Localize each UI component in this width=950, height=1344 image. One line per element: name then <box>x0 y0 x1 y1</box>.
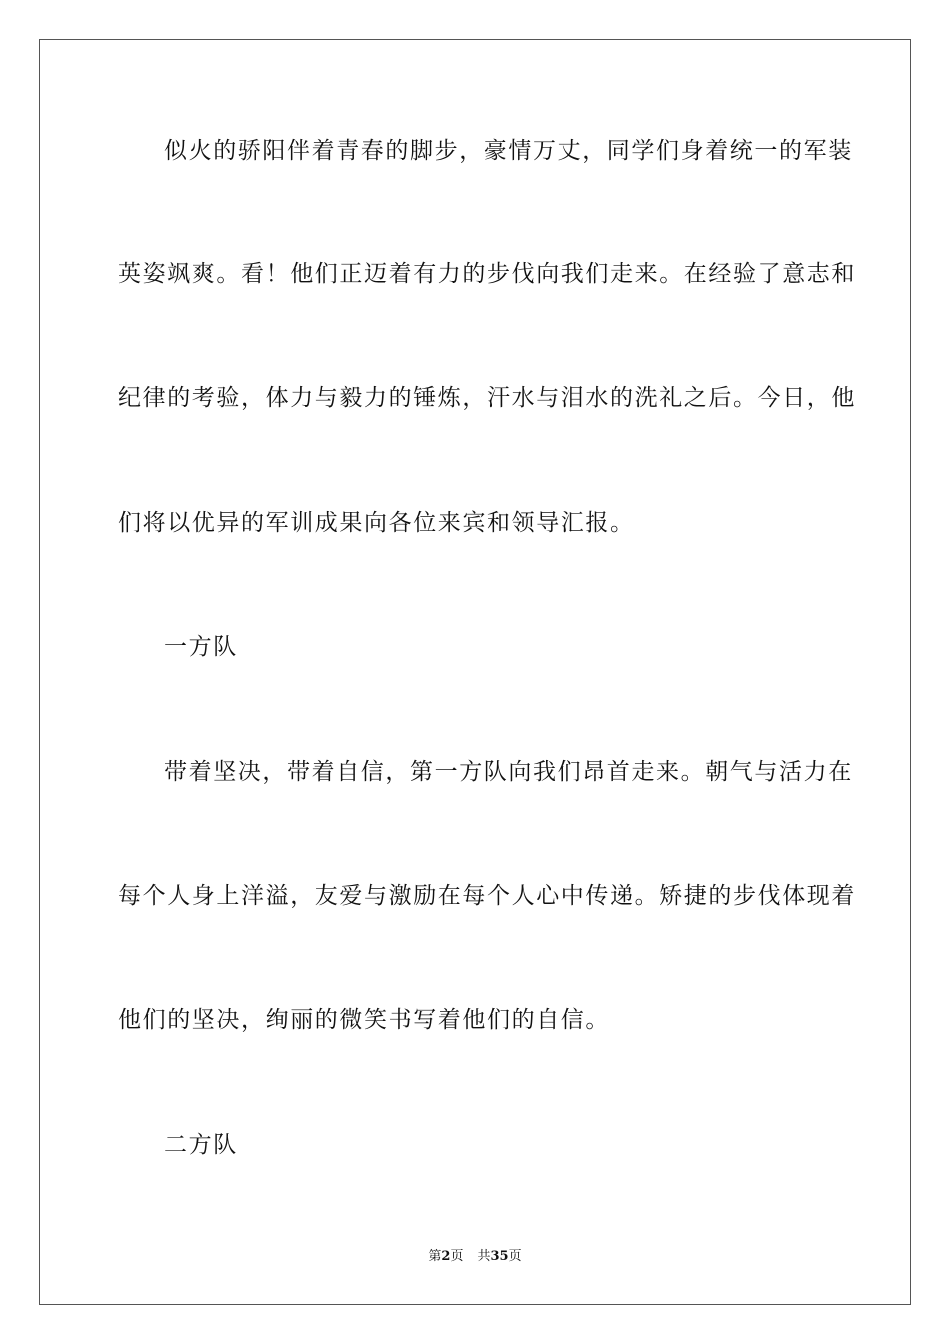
footer-total-suffix: 页 <box>508 1249 522 1264</box>
paragraph-2-line-2: 每个人身上洋溢，友爱与激励在每个人心中传递。矫捷的步伐体现着 <box>118 883 856 909</box>
footer-page-number: 2 <box>441 1249 451 1264</box>
paragraph-1-line-2: 英姿飒爽。看！他们正迈着有力的步伐向我们走来。在经验了意志和 <box>118 261 856 287</box>
footer-total-pages: 35 <box>490 1249 509 1264</box>
page-footer <box>0 1248 950 1266</box>
section-heading-1: 一方队 <box>164 634 238 660</box>
paragraph-2-line-3: 他们的坚决，绚丽的微笑书写着他们的自信。 <box>118 1007 610 1033</box>
paragraph-1-line-1: 似火的骄阳伴着青春的脚步，豪情万丈，同学们身着统一的军装 <box>164 138 853 164</box>
section-heading-2: 二方队 <box>164 1132 238 1158</box>
paragraph-2-line-1: 带着坚决，带着自信，第一方队向我们昂首走来。朝气与活力在 <box>164 759 853 785</box>
footer-total-prefix: 共 <box>477 1249 491 1264</box>
paragraph-1-line-4: 们将以优异的军训成果向各位来宾和领导汇报。 <box>118 510 635 536</box>
footer-page-suffix: 页 <box>450 1249 464 1264</box>
footer-prefix: 第 <box>428 1249 442 1264</box>
page-border <box>39 39 911 1305</box>
paragraph-1-line-3: 纪律的考验，体力与毅力的锤炼，汗水与泪水的洗礼之后。今日，他 <box>118 385 856 411</box>
